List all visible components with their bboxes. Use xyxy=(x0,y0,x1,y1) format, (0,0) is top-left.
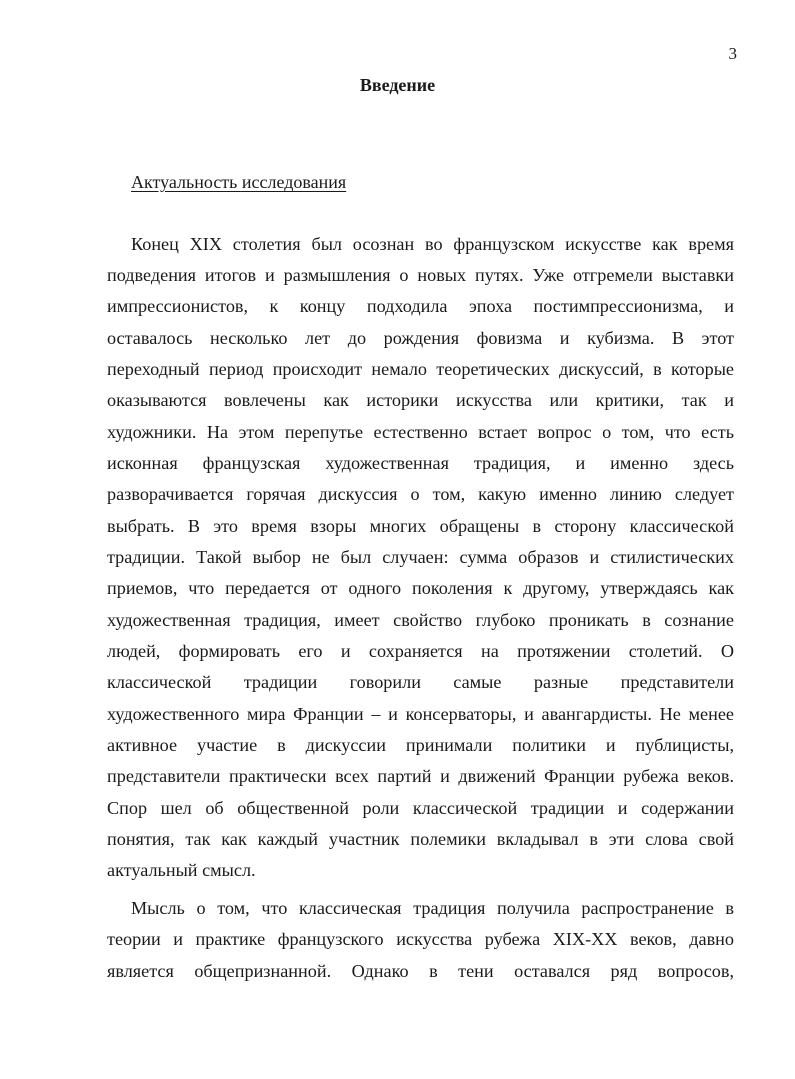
text-line: людей, формировать его и сохраняется на протяжении столетий. О xyxy=(107,641,734,661)
text-line: активное участие в дискуссии принимали политики и публицисты, xyxy=(107,735,734,755)
text-line: приемов, что передается от одного поколения к другому, утверждаясь как xyxy=(107,578,734,598)
text-line: Конец XIX столетия был осознан во французском искусстве как время xyxy=(131,234,734,254)
text-line: классической традиции говорили самые разные представители xyxy=(107,672,734,692)
text-line: исконная французская художественная традиция, и именно здесь xyxy=(107,453,734,473)
text-line: оказываются вовлечены как историки искусства или критики, так и xyxy=(107,390,734,410)
text-line: традиции. Такой выбор не был случаен: сумма образов и стилистических xyxy=(107,547,734,567)
text-line: понятия, так как каждый участник полемики вкладывал в эти слова свой xyxy=(107,829,734,849)
text-line: теории и практике французского искусства рубежа XIX-XX веков, давно xyxy=(107,929,734,949)
page-number: 3 xyxy=(728,44,737,63)
text-line: Спор шел об общественной роли классической традиции и содержании xyxy=(107,798,734,818)
text-line: подведения итогов и размышления о новых путях. Уже отгремели выставки xyxy=(107,265,734,285)
text-line: переходный период происходит немало теоретических дискуссий, в которые xyxy=(107,359,734,379)
text-line: художественная традиция, имеет свойство глубоко проникать в сознание xyxy=(107,610,734,630)
text-line: разворачивается горячая дискуссия о том, какую именно линию следует xyxy=(107,484,734,504)
text-line: является общепризнанной. Однако в тени оставался ряд вопросов, xyxy=(107,961,734,981)
text-line: оставалось несколько лет до рождения фовизма и кубизма. В этот xyxy=(107,328,734,348)
text-line: художники. На этом перепутье естественно встает вопрос о том, что есть xyxy=(107,422,734,442)
text-line: художественного мира Франции – и консерваторы, и авангардисты. Не менее xyxy=(107,704,734,724)
section-heading: Актуальность исследования xyxy=(131,172,347,192)
text-line: представители практически всех партий и движений Франции рубежа веков. xyxy=(107,766,734,786)
page-title: Введение xyxy=(359,75,436,95)
text-line: импрессионистов, к концу подходила эпоха постимпрессионизма, и xyxy=(107,296,734,316)
text-line: актуальный смысл. xyxy=(107,860,256,880)
text-line: выбрать. В это время взоры многих обращены в сторону классической xyxy=(107,516,734,536)
text-line: Мысль о том, что классическая традиция получила распространение в xyxy=(131,898,734,918)
